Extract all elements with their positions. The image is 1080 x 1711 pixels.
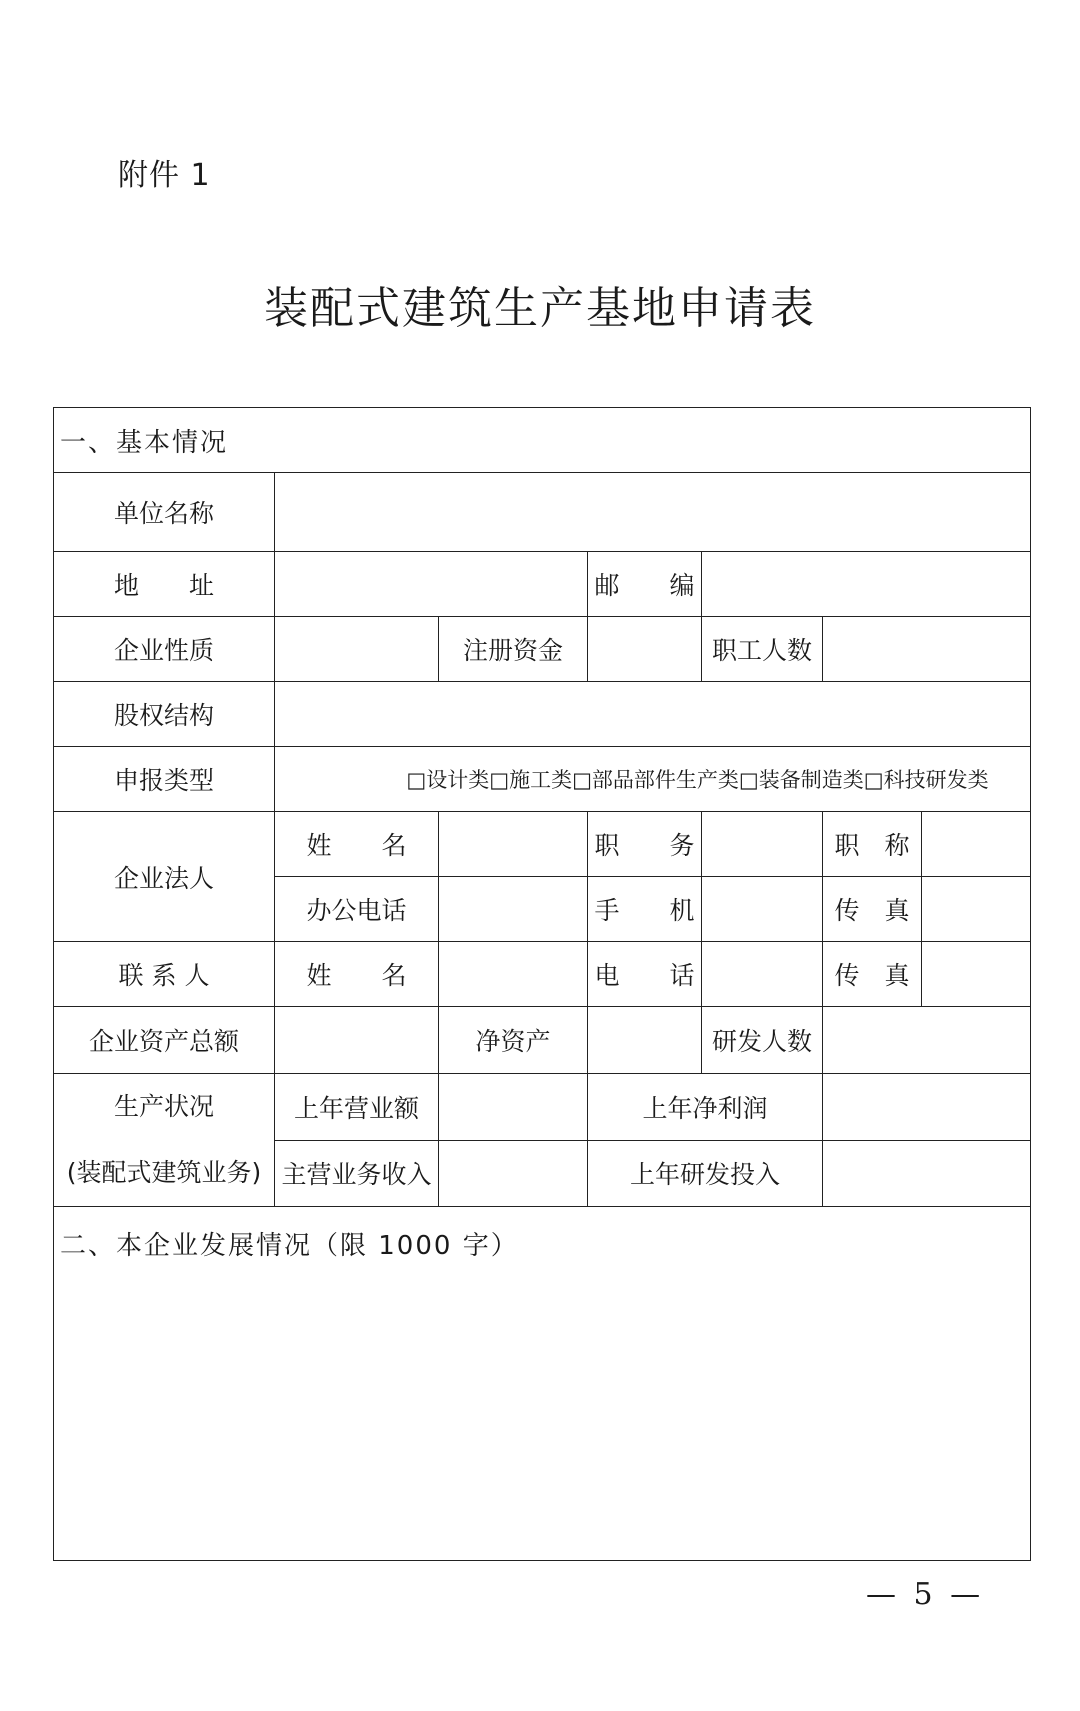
contact-fax-label: 传 真 [823,942,922,1007]
section-development-heading[interactable]: 二、本企业发展情况（限 1000 字） [54,1207,1031,1561]
contact-name-label: 姓 名 [275,942,439,1007]
address-label: 地 址 [54,552,275,617]
registered-capital-field[interactable] [588,617,702,682]
postcode-label: 邮 编 [588,552,702,617]
legal-person-fax-label: 传 真 [823,877,922,942]
legal-person-position-field[interactable] [702,812,823,877]
last-year-revenue-label: 上年营业额 [275,1074,439,1141]
legal-person-fax-field[interactable] [922,877,1031,942]
employee-count-field[interactable] [823,617,1031,682]
application-form-table [53,407,1031,1561]
legal-person-title-field[interactable] [922,812,1031,877]
contact-person-label: 联 系 人 [54,942,275,1007]
mobile-label: 手 机 [588,877,702,942]
production-status-scope: (装配式建筑业务) [66,1158,262,1187]
equity-structure-field[interactable] [275,682,1031,747]
section-basic-info-heading: 一、基本情况 [54,408,1031,473]
contact-fax-field[interactable] [922,942,1031,1007]
enterprise-nature-field[interactable] [275,617,439,682]
application-type-options[interactable]: □设计类□施工类□部品部件生产类□装备制造类□科技研发类 [275,747,1031,812]
last-year-rd-input-label: 上年研发投入 [588,1140,823,1207]
net-assets-label: 净资产 [439,1007,588,1074]
registered-capital-label: 注册资金 [439,617,588,682]
total-assets-field[interactable] [275,1007,439,1074]
legal-person-label: 企业法人 [54,812,275,942]
address-field[interactable] [275,552,588,617]
attachment-label: 附件 1 [118,158,211,193]
legal-person-name-field[interactable] [439,812,588,877]
legal-person-title-label: 职 称 [823,812,922,877]
page-title: 装配式建筑生产基地申请表 [264,283,816,334]
employee-count-label: 职工人数 [702,617,823,682]
unit-name-label: 单位名称 [54,473,275,552]
application-type-label: 申报类型 [54,747,275,812]
production-status-title: 生产状况 [113,1092,214,1121]
legal-person-name-label: 姓 名 [275,812,439,877]
rd-staff-field[interactable] [823,1007,1031,1074]
equity-structure-label: 股权结构 [54,682,275,747]
last-year-profit-label: 上年净利润 [588,1074,823,1141]
last-year-profit-field[interactable] [823,1074,1031,1141]
production-status-label [54,1074,275,1207]
page-number: — 5 — [866,1577,985,1612]
last-year-revenue-field[interactable] [439,1074,588,1141]
contact-phone-label: 电 话 [588,942,702,1007]
mobile-field[interactable] [702,877,823,942]
legal-person-position-label: 职 务 [588,812,702,877]
office-phone-label: 办公电话 [275,877,439,942]
postcode-field[interactable] [702,552,1031,617]
main-business-income-field[interactable] [439,1140,588,1207]
main-business-income-label: 主营业务收入 [275,1140,439,1207]
contact-phone-field[interactable] [702,942,823,1007]
enterprise-nature-label: 企业性质 [54,617,275,682]
total-assets-label: 企业资产总额 [54,1007,275,1074]
unit-name-field[interactable] [275,473,1031,552]
net-assets-field[interactable] [588,1007,702,1074]
office-phone-field[interactable] [439,877,588,942]
last-year-rd-input-field[interactable] [823,1140,1031,1207]
contact-name-field[interactable] [439,942,588,1007]
rd-staff-label: 研发人数 [702,1007,823,1074]
